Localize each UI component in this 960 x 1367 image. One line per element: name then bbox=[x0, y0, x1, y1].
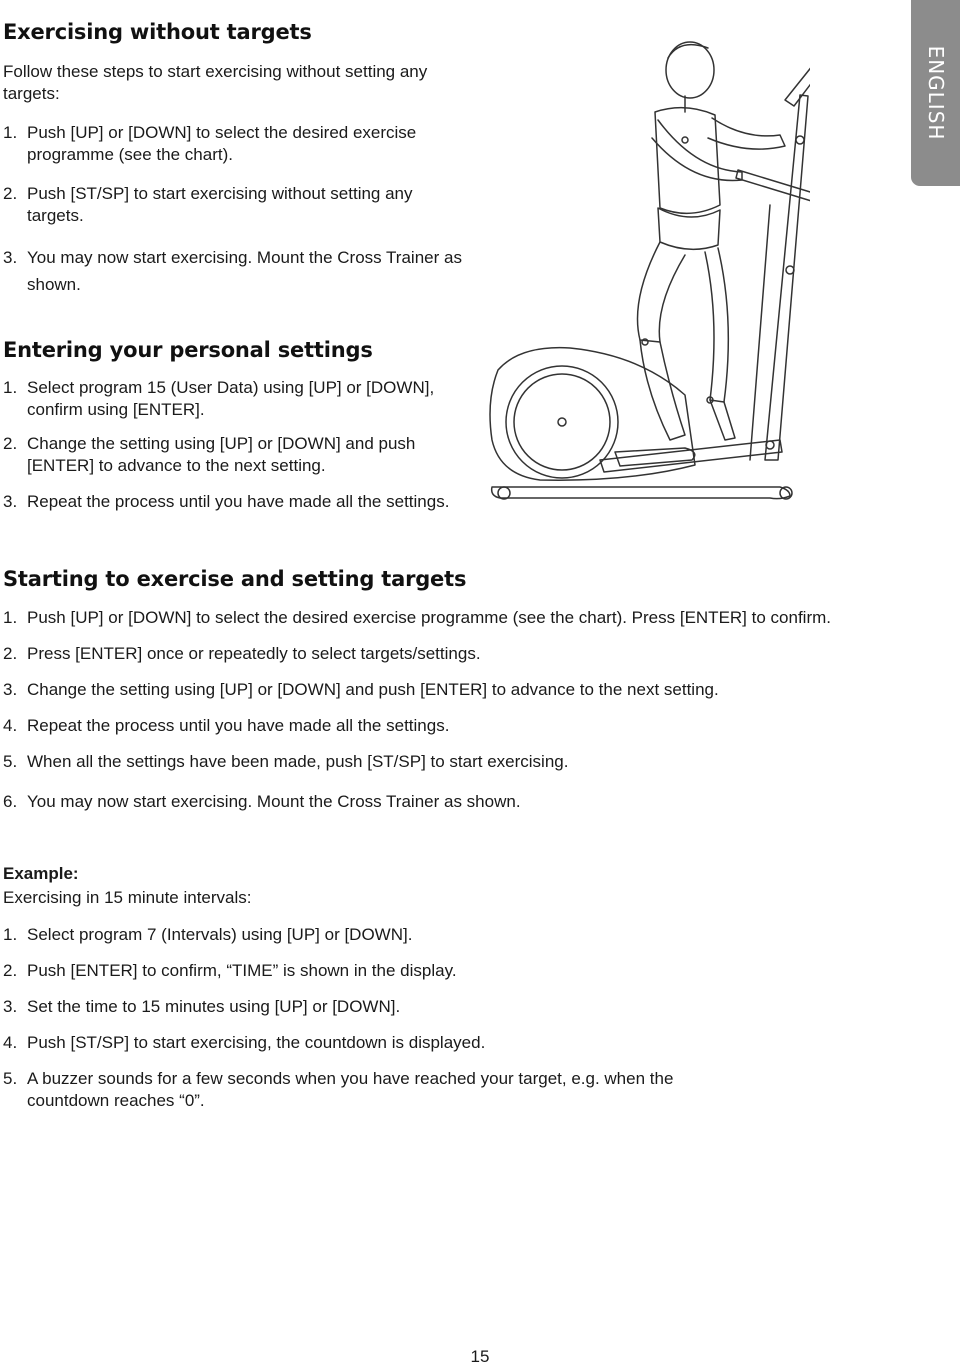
handlebar-upper bbox=[785, 50, 810, 106]
list-item: 3. You may now start exercising. Mount the Cross Trainer as shown. bbox=[3, 248, 462, 294]
section-title-no-targets: Exercising without targets bbox=[3, 20, 312, 44]
back-leg bbox=[705, 248, 728, 402]
section-title-setting-targets: Starting to exercise and setting targets bbox=[3, 567, 467, 591]
list-item: 3. Set the time to 15 minutes using [UP] or [DOWN]. bbox=[3, 997, 401, 1016]
right-arm bbox=[708, 118, 785, 149]
torso bbox=[655, 108, 720, 214]
steps-setting-targets bbox=[3, 607, 943, 813]
list-item: 3. Change the setting using [UP] or [DOWN] and push [ENTER] to advance to the next setting. bbox=[3, 680, 719, 699]
list-item: 2. Press [ENTER] once or repeatedly to select targets/settings. bbox=[3, 644, 481, 663]
back-shin bbox=[710, 400, 735, 440]
base-rail bbox=[492, 487, 790, 499]
cross-trainer-illustration bbox=[480, 20, 810, 512]
left-arm bbox=[652, 120, 742, 180]
example-label: Example: bbox=[3, 864, 79, 883]
hair bbox=[668, 45, 708, 58]
list-item: 1. Select program 7 (Intervals) using [UP] or [DOWN]. bbox=[3, 925, 413, 944]
example-intro: Exercising in 15 minute intervals: bbox=[3, 888, 252, 907]
flywheel-inner bbox=[514, 374, 610, 470]
flywheel-hub bbox=[558, 418, 566, 426]
flywheel bbox=[506, 366, 618, 478]
steps-personal-settings bbox=[3, 377, 473, 513]
list-item: 1. Push [UP] or [DOWN] to select the desired exercise programme (see the chart). bbox=[3, 123, 417, 164]
pedal-rail bbox=[600, 440, 782, 472]
language-tab-label: ENGLISH bbox=[923, 45, 948, 141]
section-title-personal-settings: Entering your personal settings bbox=[3, 338, 373, 362]
list-item: 4. Push [ST/SP] to start exercising, the countdown is displayed. bbox=[3, 1033, 486, 1052]
page-number: 15 bbox=[470, 1347, 490, 1366]
front-thigh bbox=[638, 242, 686, 342]
list-item: 1. Select program 15 (User Data) using [UP] or [DOWN], confirm using [ENTER]. bbox=[3, 378, 435, 419]
list-item: 1. Push [UP] or [DOWN] to select the desired exercise programme (see the chart). Press [ENTER] to confirm. bbox=[3, 608, 831, 627]
language-tab bbox=[911, 0, 960, 186]
list-item: 4. Repeat the process until you have made all the settings. bbox=[3, 716, 450, 735]
list-item: 6. You may now start exercising. Mount the Cross Trainer as shown. bbox=[3, 792, 521, 811]
foot-wheel bbox=[498, 487, 510, 499]
steps-example bbox=[3, 924, 723, 1112]
handle-arm bbox=[750, 205, 770, 460]
list-item: 2. Push [ST/SP] to start exercising without setting any targets. bbox=[3, 184, 413, 225]
pivot bbox=[786, 266, 794, 274]
joint bbox=[682, 137, 688, 143]
hips bbox=[658, 208, 720, 249]
list-item: 5. When all the settings have been made, push [ST/SP] to start exercising. bbox=[3, 752, 569, 771]
list-item: 2. Push [ENTER] to confirm, “TIME” is shown in the display. bbox=[3, 961, 457, 980]
upright-post bbox=[765, 95, 808, 460]
section-intro: Follow these steps to start exercising without setting any targets: bbox=[3, 62, 428, 103]
pivot-upper bbox=[796, 136, 804, 144]
steps-no-targets bbox=[3, 122, 462, 298]
list-item: 2. Change the setting using [UP] or [DOWN] and push [ENTER] to advance to the next setting. bbox=[3, 434, 416, 475]
list-item: 3. Repeat the process until you have made all the settings. bbox=[3, 492, 450, 511]
list-item: 5. A buzzer sounds for a few seconds when you have reached your target, e.g. when the countdown reaches “0”. bbox=[3, 1069, 674, 1110]
